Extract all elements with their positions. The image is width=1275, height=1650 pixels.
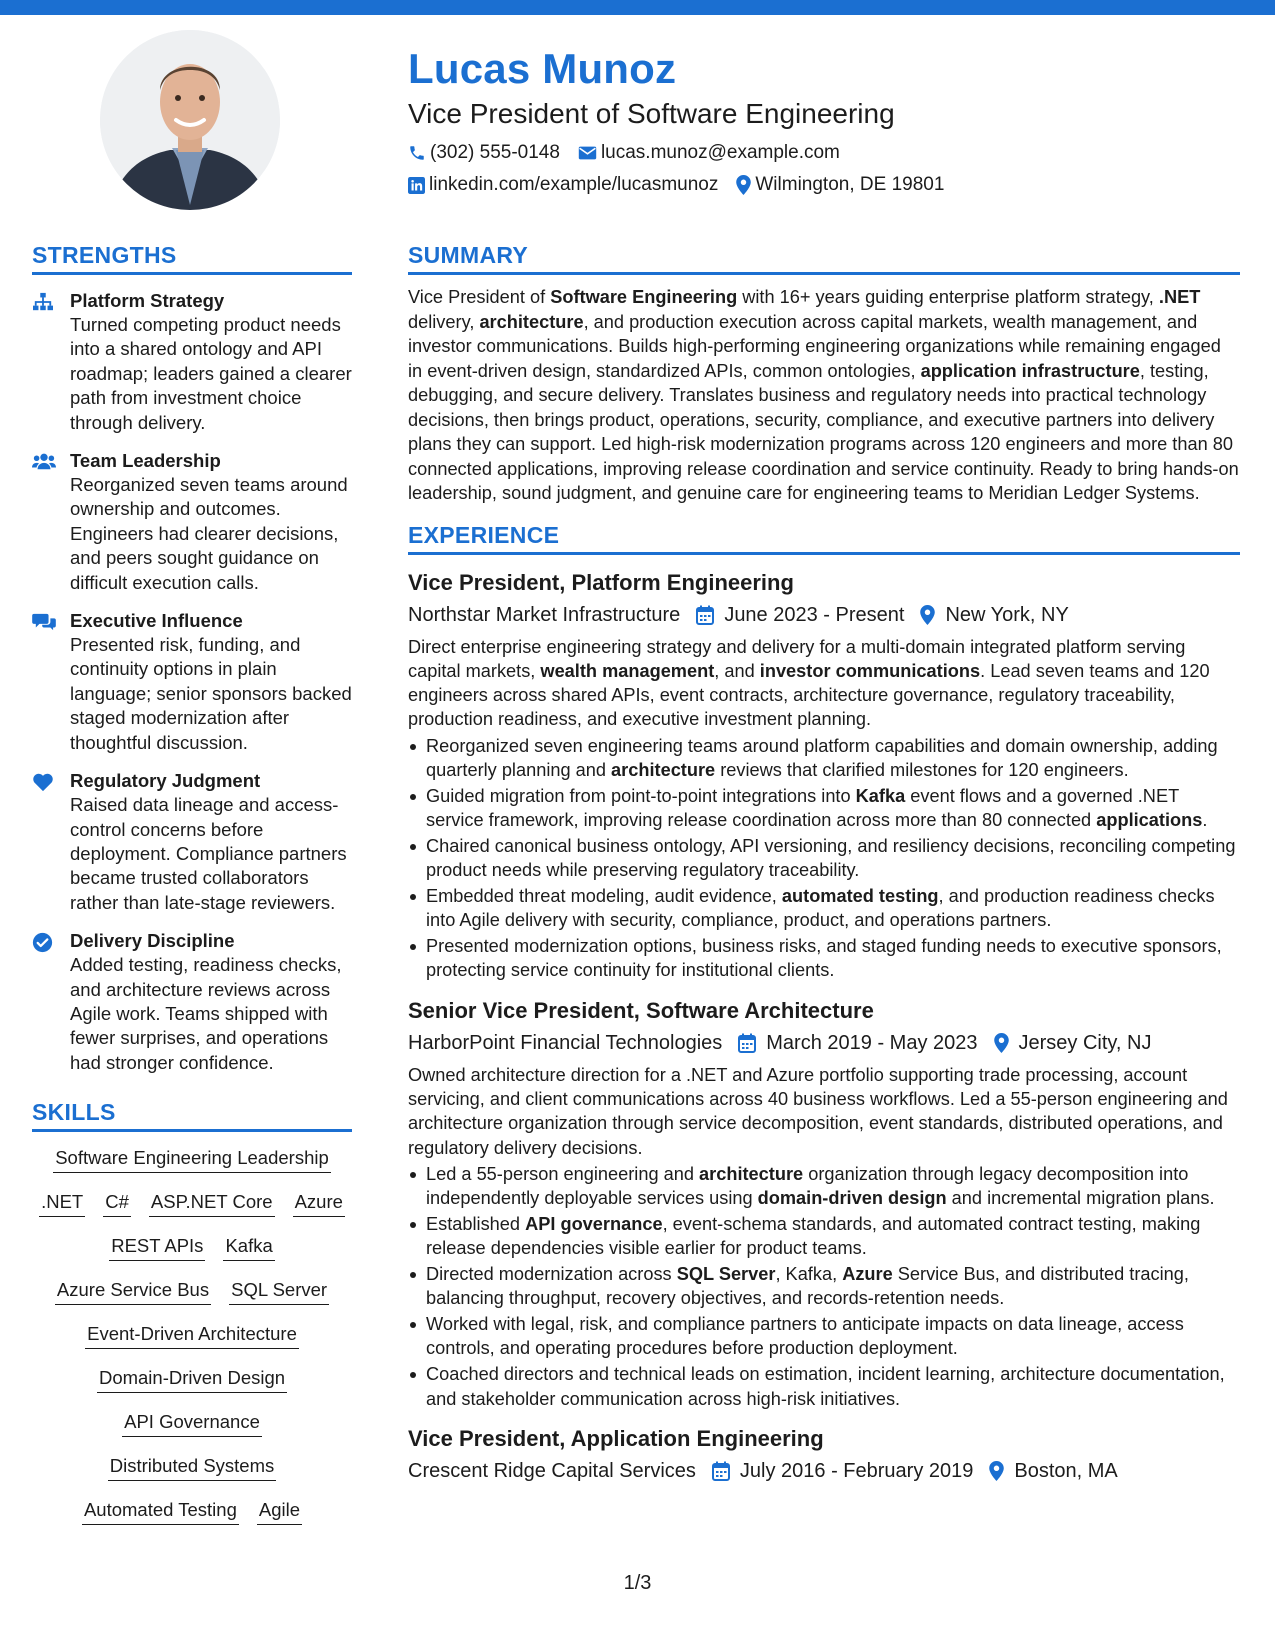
strength-title: Platform Strategy [70, 290, 225, 311]
job-meta [408, 1029, 1240, 1057]
resume-header [408, 42, 1248, 198]
sitemap-icon [32, 292, 54, 312]
bold-keyword: application infrastructure [920, 360, 1140, 381]
text-run: Vice President of [408, 287, 551, 307]
company-name: Northstar Market Infrastructure [408, 603, 681, 626]
text-run: event flows and a governed .NET service framework, improving release coordination across more than 80 connected [426, 785, 1179, 831]
skill-row [32, 1190, 352, 1217]
skill-row [32, 1454, 352, 1481]
text-run: , event-schema standards, and automated contract testing, making release dependencies visible earlier for product teams. [426, 1213, 1201, 1259]
text-run: with 16+ years guiding enterprise platform strategy, [737, 287, 1159, 307]
summary-text [408, 285, 1240, 506]
linkedin-text[interactable]: linkedin.com/example/lucasmunoz [429, 174, 719, 195]
skill-tag: Software Engineering Leadership [53, 1146, 331, 1173]
calendar-icon [696, 605, 714, 625]
skill-row [32, 1234, 352, 1261]
strength-text: Presented risk, funding, and continuity options in plain language; senior sponsors backed staged modernization after thoughtful discussion. [70, 634, 352, 753]
bullet-item [408, 934, 1240, 983]
envelope-icon [578, 145, 597, 161]
comments-icon [32, 612, 56, 632]
bold-keyword: Software Engineering [550, 287, 738, 307]
strength-title: Delivery Discipline [70, 930, 235, 952]
bold-keyword: architecture [611, 759, 716, 780]
job-dates [696, 601, 904, 629]
skill-tag: ASP.NET Core [149, 1190, 275, 1217]
dates-text: July 2016 - February 2019 [739, 1459, 974, 1482]
skill-tag: Event-Driven Architecture [85, 1322, 299, 1349]
skill-tag: Automated Testing [82, 1498, 239, 1525]
email-contact[interactable] [578, 140, 840, 166]
text-run: reviews that clarified milestones for 120 engineers. [715, 759, 1129, 780]
strength-item [32, 449, 352, 595]
bullet-item [408, 834, 1240, 883]
job-location [994, 1029, 1152, 1057]
location-text: New York, NY [945, 603, 1069, 626]
text-run: Embedded threat modeling, audit evidence, [426, 885, 782, 906]
email-text[interactable]: lucas.munoz@example.com [600, 142, 840, 163]
job-location [989, 1457, 1117, 1485]
text-run: Directed modernization across [426, 1264, 677, 1285]
text-run: , Kafka, [775, 1264, 843, 1285]
text-run: , testing, debugging, and secure delivery. Translates business and regulatory needs into practical technology decisions, then brings product, operations, security, compliance, and executive partners into delivery plans they can support. Led high-risk modernization programs across 120 engineers and more than 80 connected applications, improving release coordination and service continuity. Ready to bring hands-on leadership, sound judgment, and genuine care for engineering teams to Meridian Ledger Systems. [408, 360, 1239, 503]
skill-tag: SQL Server [229, 1278, 329, 1305]
strength-item [32, 289, 352, 435]
strength-title: Team Leadership [70, 450, 221, 472]
text-run: . Lead seven teams and 120 engineers across shared APIs, event contracts, architecture governance, regulatory traceability, production readiness, and executive investment planning. [408, 660, 1210, 730]
profile-photo [100, 30, 280, 210]
job-entry [408, 569, 1240, 983]
linkedin-contact[interactable] [408, 172, 718, 198]
job-entry [408, 1425, 1240, 1485]
candidate-name: Lucas Munoz [408, 45, 677, 92]
text-run: , and [714, 660, 760, 681]
bold-keyword: .NET [1158, 287, 1201, 307]
strength-text: Reorganized seven teams around ownership and outcomes. Engineers had clearer decisions, and peers sought guidance on difficult execution calls. [70, 474, 348, 593]
skill-row [32, 1322, 352, 1349]
left-column [32, 240, 352, 1542]
bullet-item [408, 1162, 1240, 1211]
bullet-item [408, 1362, 1240, 1411]
text-run: Service Bus, and distributed tracing, balancing throughput, recovery objectives, and records-retention needs. [426, 1264, 1189, 1309]
strength-item [32, 609, 352, 755]
text-run: Owned architecture direction for a .NET and Azure portfolio supporting trade processing, account servicing, and client communications across 40 business workflows. Led a 55-person engineering and architecture organization through service decomposition, event standards, distributed operations, and regulatory delivery decisions. [408, 1064, 1228, 1158]
calendar-icon [712, 1461, 730, 1481]
experience-heading: EXPERIENCE [408, 520, 1240, 555]
skill-tag: API Governance [122, 1410, 262, 1437]
bold-keyword: Azure [842, 1264, 893, 1285]
text-run: Established [426, 1213, 526, 1234]
bold-keyword: automated testing [781, 885, 939, 906]
location-contact [736, 172, 944, 198]
skill-row [32, 1498, 352, 1525]
job-location [920, 601, 1068, 629]
text-run: , and production execution across capital markets, wealth management, and investor communications. Builds high-performing engineering organizations while remaining engaged in event-driven design, standardized APIs, common ontologies, [408, 311, 1221, 381]
right-column [408, 240, 1240, 1485]
company-name: Crescent Ridge Capital Services [408, 1459, 696, 1482]
job-bullets [408, 734, 1240, 983]
check-circle-icon [32, 932, 53, 953]
job-entry [408, 997, 1240, 1411]
text-run: Chaired canonical business ontology, API versioning, and resiliency decisions, reconciling competing product needs while preserving regulatory traceability. [426, 835, 1236, 881]
bold-keyword: API governance [525, 1213, 663, 1234]
skill-tag: Azure [293, 1190, 345, 1217]
text-run: organization through legacy decomposition into independently deployable services using [426, 1163, 1189, 1209]
skill-row [32, 1366, 352, 1393]
phone-icon [408, 144, 426, 162]
bold-keyword: investor communications [759, 660, 981, 681]
bold-keyword: applications [1096, 810, 1203, 831]
text-run: Coached directors and technical leads on estimation, incident learning, architecture documentation, and stakeholder communication across high-risk initiatives. [426, 1364, 1225, 1409]
skills-heading: SKILLS [32, 1097, 352, 1132]
bullet-item [408, 1212, 1240, 1261]
bold-keyword: Kafka [855, 785, 906, 806]
phone-contact [408, 140, 560, 166]
text-run: Led a 55-person engineering and [426, 1163, 700, 1184]
strength-text: Raised data lineage and access-control concerns before deployment. Compliance partners became trusted collaborators rather than late-stage reviewers. [70, 794, 347, 913]
text-run: Worked with legal, risk, and compliance partners to anticipate impacts on data lineage, access controls, and operating procedures before production deployment. [426, 1314, 1184, 1359]
phone-text: (302) 555-0148 [430, 142, 560, 163]
strength-text: Added testing, readiness checks, and architecture reviews across Agile work. Teams shipped with fewer surprises, and operations had stronger confidence. [70, 954, 342, 1073]
text-run: delivery, [408, 311, 480, 332]
contact-row-1 [408, 140, 1248, 166]
bold-keyword: SQL Server [676, 1264, 776, 1285]
dates-text: June 2023 - Present [724, 603, 905, 626]
skill-tag: C# [103, 1190, 131, 1217]
bold-keyword: wealth management [540, 660, 715, 681]
strength-item [32, 769, 352, 915]
skill-tag: .NET [39, 1190, 85, 1217]
skills-list [32, 1146, 352, 1525]
users-icon [32, 452, 56, 470]
job-meta [408, 1457, 1240, 1485]
job-meta [408, 601, 1240, 629]
text-run: . [1202, 810, 1208, 831]
job-title: Vice President, Platform Engineering [408, 569, 794, 595]
skill-tag: Distributed Systems [108, 1454, 277, 1481]
strength-item [32, 929, 352, 1075]
location-text: Boston, MA [1014, 1459, 1118, 1482]
skill-tag: REST APIs [109, 1234, 205, 1261]
skill-tag: Agile [257, 1498, 302, 1525]
skill-tag: Kafka [223, 1234, 274, 1261]
bold-keyword: domain-driven design [757, 1188, 947, 1209]
job-bullets [408, 1162, 1240, 1411]
map-pin-icon [920, 605, 935, 625]
skill-tag: Domain-Driven Design [97, 1366, 287, 1393]
bold-keyword: architecture [699, 1163, 804, 1184]
text-run: Reorganized seven engineering teams around platform capabilities and domain ownership, adding quarterly planning and [426, 735, 1218, 780]
bullet-item [408, 734, 1240, 783]
map-pin-icon [989, 1461, 1004, 1481]
strength-text: Turned competing product needs into a shared ontology and API roadmap; leaders gained a clearer path from investment choice through delivery. [70, 314, 352, 433]
bullet-item [408, 1312, 1240, 1361]
text-run: Guided migration from point-to-point integrations into [426, 785, 856, 806]
text-run: Presented modernization options, business risks, and staged funding needs to executive sponsors, protecting service continuity for institutional clients. [426, 936, 1222, 981]
location-text: Jersey City, NJ [1018, 1031, 1152, 1054]
strength-title: Regulatory Judgment [70, 770, 261, 792]
map-pin-icon [736, 175, 751, 195]
text-run: and incremental migration plans. [946, 1188, 1215, 1209]
strength-title: Executive Influence [70, 610, 243, 632]
company-name: HarborPoint Financial Technologies [408, 1031, 723, 1054]
experience-list [408, 569, 1240, 1485]
job-description [408, 635, 1240, 732]
bullet-item [408, 1262, 1240, 1311]
skill-tag: Azure Service Bus [55, 1278, 211, 1305]
text-run: , and production readiness checks into Agile delivery with security, compliance, product, and operations partners. [426, 885, 1215, 931]
bullet-item [408, 884, 1240, 933]
skill-row [32, 1410, 352, 1437]
job-title: Vice President, Application Engineering [408, 1425, 824, 1451]
strengths-heading: STRENGTHS [32, 240, 352, 275]
candidate-title: Vice President of Software Engineering [408, 98, 895, 129]
job-dates [712, 1457, 973, 1485]
summary-heading: SUMMARY [408, 240, 1240, 275]
job-dates [738, 1029, 977, 1057]
skill-row [32, 1278, 352, 1305]
job-description [408, 1063, 1240, 1160]
heart-icon [32, 772, 54, 792]
contact-row-2 [408, 172, 1248, 198]
bold-keyword: architecture [479, 311, 584, 332]
bullet-item [408, 784, 1240, 833]
text-run: Direct enterprise engineering strategy and delivery for a multi-domain integrated platform serving capital markets, [408, 636, 1186, 681]
calendar-icon [738, 1033, 756, 1053]
job-title: Senior Vice President, Software Architecture [408, 997, 874, 1023]
top-accent-bar [0, 0, 1275, 15]
map-pin-icon [994, 1033, 1009, 1053]
dates-text: March 2019 - May 2023 [766, 1031, 978, 1054]
linkedin-icon [408, 177, 425, 194]
skill-row [32, 1146, 352, 1173]
page-number: 1/3 [623, 1572, 652, 1594]
location-text: Wilmington, DE 19801 [755, 174, 945, 195]
